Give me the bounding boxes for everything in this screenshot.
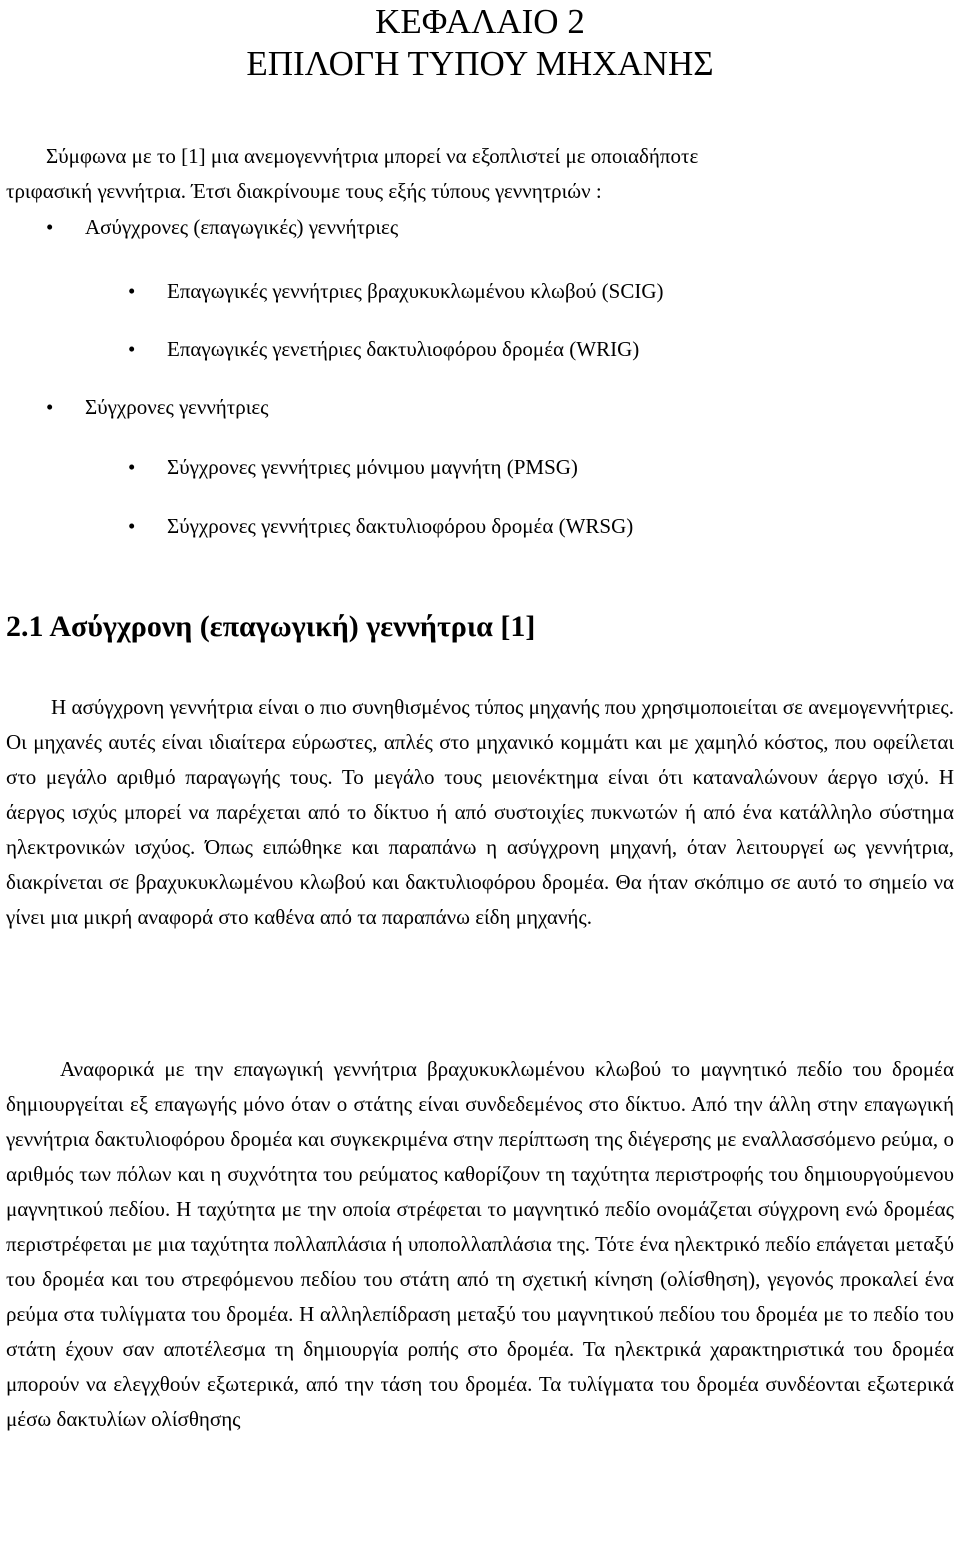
list-item-pmsg	[128, 452, 578, 482]
chapter-number: ΚΕΦΑΛΑΙΟ 2	[375, 2, 585, 41]
list-item-label: Σύγχρονες γεννήτριες	[85, 395, 269, 419]
bullet-icon: •	[128, 514, 136, 538]
bullet-icon: •	[46, 395, 54, 419]
bullet-icon: •	[128, 279, 136, 303]
list-item-label: Σύγχρονες γεννήτριες μόνιμου μαγνήτη (PMSG)	[167, 455, 578, 479]
intro-line-1: Σύμφωνα με το [1] μια ανεμογεννήτρια μπορεί να εξοπλιστεί με οποιαδήποτε	[46, 144, 699, 168]
chapter-title: ΕΠΙΛΟΓΗ ΤΥΠΟΥ ΜΗΧΑΝΗΣ	[246, 44, 714, 83]
list-item-wrsg	[128, 511, 634, 541]
list-item-label: Επαγωγικές γενετήριες δακτυλιοφόρου δρομέα (WRIG)	[167, 337, 640, 361]
list-item-label: Ασύγχρονες (επαγωγικές) γεννήτριες	[85, 215, 399, 239]
section-heading: 2.1 Ασύγχρονη (επαγωγική) γεννήτρια [1]	[6, 610, 536, 643]
list-item-label: Επαγωγικές γεννήτριες βραχυκυκλωμένου κλωβού (SCIG)	[167, 279, 664, 303]
list-item-label: Σύγχρονες γεννήτριες δακτυλιοφόρου δρομέα (WRSG)	[167, 514, 634, 538]
list-item-async	[46, 212, 399, 242]
intro-line-2: τριφασική γεννήτρια. Έτσι διακρίνουμε τους εξής τύπους γεννητριών :	[6, 179, 602, 203]
bullet-icon: •	[128, 455, 136, 479]
section-paragraph-1: Η ασύγχρονη γεννήτρια είναι ο πιο συνηθισμένος τύπος μηχανής που χρησιμοποιείται σε ανεμογεννήτριες. Οι μηχανές αυτές είναι ιδιαίτερα εύρωστες, απλές στο μηχανικό κομμάτι και με χαμηλό κόστος, που οφείλεται στο μεγάλο αριθμό παραγωγής τους. Το μεγάλο τους μειονέκτημα είναι ότι καταναλώνουν άεργο ισχύ. Η άεργος ισχύς μπορεί να παρέχεται από το δίκτυο ή από συστοιχίες πυκνωτών ή από ένα κατάλληλο σύστημα ηλεκτρονικών ισχύος. Όπως ειπώθηκε και παραπάνω η ασύγχρονη μηχανή, όταν λειτουργεί ως γεννήτρια, διακρίνεται σε βραχυκυκλωμένου κλωβού και δακτυλιοφόρου δρομέα. Θα ήταν σκόπιμο σε αυτό το σημείο να γίνει μια μικρή αναφορά στο καθένα από τα παραπάνω είδη μηχανής.	[6, 695, 954, 929]
bullet-icon: •	[128, 337, 136, 361]
bullet-icon: •	[46, 215, 54, 239]
list-item-wrig	[128, 334, 640, 364]
list-item-scig	[128, 276, 664, 306]
list-item-sync	[46, 392, 269, 422]
section-paragraph-2: Αναφορικά με την επαγωγική γεννήτρια βραχυκυκλωμένου κλωβού το μαγνητικό πεδίο του δρομέα δημιουργείται εξ επαγωγής μόνο όταν ο στάτης είναι συνδεδεμένος στο δίκτυο. Από την άλλη στην επαγωγική γεννήτρια δακτυλιοφόρου δρομέα και συγκεκριμένα στην περίπτωση της διέγερσης με εναλλασσόμενο ρεύμα, ο αριθμός των πόλων και η συχνότητα του ρεύματος καθορίζουν τη ταχύτητα περιστροφής του δημιουργούμενου μαγνητικού πεδίου. Η ταχύτητα με την οποία στρέφεται το μαγνητικό πεδίο ονομάζεται σύγχρονη ενώ δρομέας περιστρέφεται με μια ταχύτητα πολλαπλάσια ή υποπολλαπλάσια της. Τότε ένα ηλεκτρικό πεδίο επάγεται μεταξύ του δρομέα και του στρεφόμενου πεδίου του στάτη από τη σχετική κίνηση (ολίσθηση), γεγονός προκαλεί ένα ρεύμα στα τυλίγματα του δρομέα. Η αλληλεπίδραση μεταξύ του μαγνητικού πεδίου του δρομέα με το πεδίο του στάτη έχουν σαν αποτέλεσμα τη δημιουργία ροπής στο δρομέα. Τα ηλεκτρικά χαρακτηριστικά του δρομέα μπορούν να ελεγχθούν εξωτερικά, από την τάση του δρομέα. Τα τυλίγματα του δρομέα συνδέονται εξωτερικά μέσω δακτυλίων ολίσθησης	[6, 1057, 954, 1431]
